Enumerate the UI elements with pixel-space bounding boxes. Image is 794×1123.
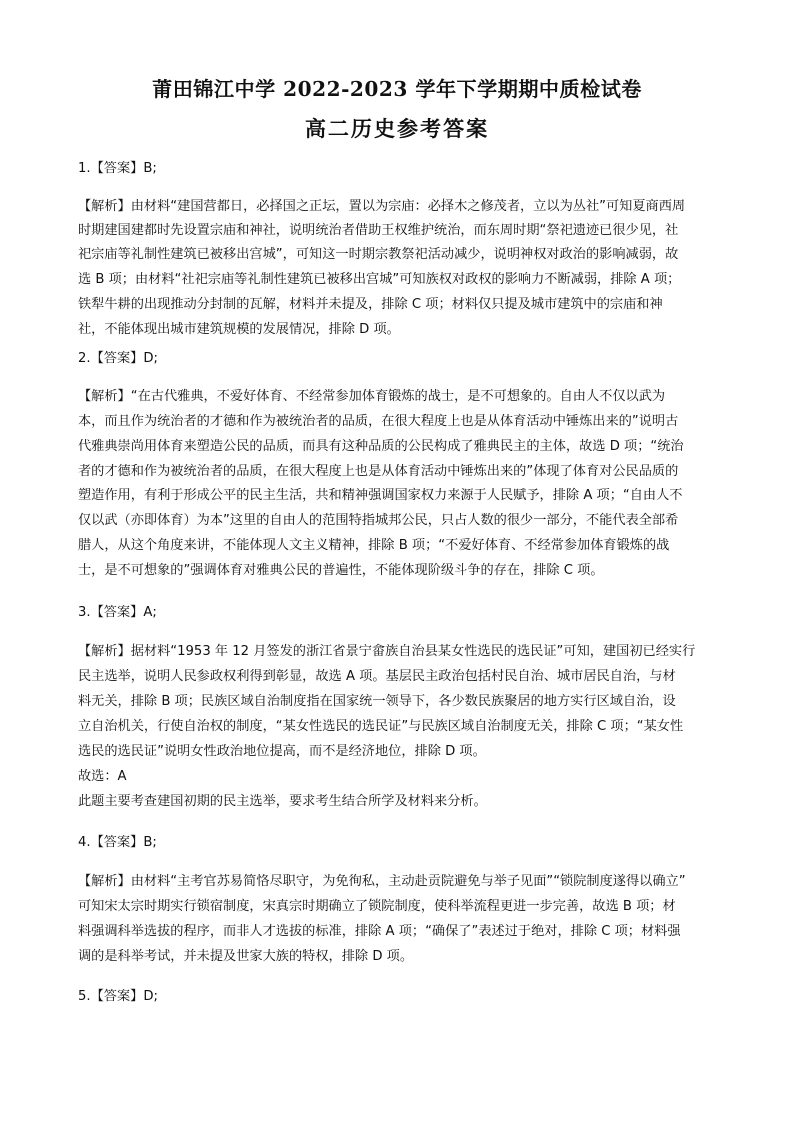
q3-answer: 3.【答案】A; xyxy=(78,605,157,620)
q1-explanation-line: 时期建国建都时先设置宗庙和神社，说明统治者借助王权维护统治，而东周时期“祭祀遗迹已很少见，社 xyxy=(78,223,679,238)
q3-note: 此题主要考查建国初期的民主选举，要求考生结合所学及材料来分析。 xyxy=(78,794,487,809)
q2-explanation-line: 本，而且作为统治者的才德和作为被统治者的品质，在很大程度上也是从体育活动中锤炼出来的”说明古 xyxy=(78,414,679,429)
q2-explanation-line: 代雅典崇尚用体育来塑造公民的品质，而具有这种品质的公民构成了雅典民主的主体，故选 D 项；“统治 xyxy=(78,439,684,454)
q3-explanation-line: 【解析】据材料“1953 年 12 月签发的浙江省景宁畲族自治县某女性选民的选民证”可知，建国初已经实行 xyxy=(78,644,696,659)
q1-explanation-line: 社，不能体现出城市建筑规模的发展情况，排除 D 项。 xyxy=(78,322,400,337)
q2-explanation-line: 腊人，从这个角度来讲，不能体现人文主义精神，排除 B 项；“不爱好体育、不经常参加体育锻炼的战 xyxy=(78,538,670,553)
q4-answer: 4.【答案】B; xyxy=(78,835,157,850)
q3-conclusion: 故选：A xyxy=(78,769,127,784)
q3-explanation-line: 料无关，排除 B 项；民族区域自治制度指在国家统一领导下，各少数民族聚居的地方实行区域自治，设 xyxy=(78,694,676,709)
q2-answer: 2.【答案】D; xyxy=(78,351,158,366)
document-title: 莆田锦江中学 2022-2023 学年下学期期中质检试卷 xyxy=(152,77,642,101)
q1-answer: 1.【答案】B; xyxy=(78,161,157,176)
q2-explanation-line: 者的才德和作为被统治者的品质，在很大程度上也是从体育活动中锤炼出来的”体现了体育对公民品质的 xyxy=(78,464,679,479)
q5-answer: 5.【答案】D; xyxy=(78,989,158,1004)
q3-explanation-line: 立自治机关，行使自治权的制度，“某女性选民的选民证”与民族区域自治制度无关，排除 C 项；“某女性 xyxy=(78,719,684,734)
q4-explanation-line: 可知宋太宗时期实行锁宿制度，宋真宗时期确立了锁院制度，使科举流程更进一步完善，故选 B 项；材 xyxy=(78,899,676,914)
q1-explanation-line: 【解析】由材料“建国营都日，必择国之正坛，置以为宗庙：必择木之修茂者，立以为丛社”可知夏商西周 xyxy=(78,199,686,214)
q2-explanation-line: 塑造作用，有利于形成公平的民主生活，共和精神强调国家权力来源于人民赋予，排除 A 项；“自由人不 xyxy=(78,488,683,503)
q4-explanation-line: 料强调科举选拔的程序，而非人才选拔的标准，排除 A 项；“确保了”表述过于绝对，排除 C 项；材料强 xyxy=(78,924,681,939)
q2-explanation-line: 【解析】“在古代雅典，不爱好体育、不经常参加体育锻炼的战士，是不可想象的。自由人不仅以武为 xyxy=(78,389,666,404)
q4-explanation-line: 调的是科举考试，并未提及世家大族的特权，排除 D 项。 xyxy=(78,949,414,964)
q2-explanation-line: 士，是不可想象的”强调体育对雅典公民的普遍性，不能体现阶级斗争的存在，排除 C 项。 xyxy=(78,563,604,578)
document-subtitle: 高二历史参考答案 xyxy=(304,116,490,141)
q2-explanation-line: 仅以武（亦即体育）为本”这里的自由人的范围特指城邦公民，只占人数的很少一部分，不能代表全部希 xyxy=(78,513,679,528)
q1-explanation-line: 祀宗庙等礼制性建筑已被移出宫城”，可知这一时期宗教祭祀活动减少，说明神权对政治的影响减弱，故 xyxy=(78,247,679,262)
q3-explanation-line: 民主选举，说明人民参政权利得到彰显，故选 A 项。基层民主政治包括村民自治、城市居民自治，与材 xyxy=(78,669,676,684)
q4-explanation-line: 【解析】由材料“主考官苏易简恪尽职守，为免徇私，主动赴贡院避免与举子见面”“锁院制度遂得以确立” xyxy=(78,874,686,889)
q1-explanation-line: 铁犁牛耕的出现推动分封制的瓦解，材料并未提及，排除 C 项；材料仅只提及城市建筑中的宗庙和神 xyxy=(78,297,663,312)
q3-explanation-line: 选民的选民证”说明女性政治地位提高，而不是经济地位，排除 D 项。 xyxy=(78,744,486,759)
q1-explanation-line: 选 B 项；由材料“社祀宗庙等礼制性建筑已被移出宫城”可知族权对政权的影响力不断减弱，排除 A 项； xyxy=(78,272,681,287)
